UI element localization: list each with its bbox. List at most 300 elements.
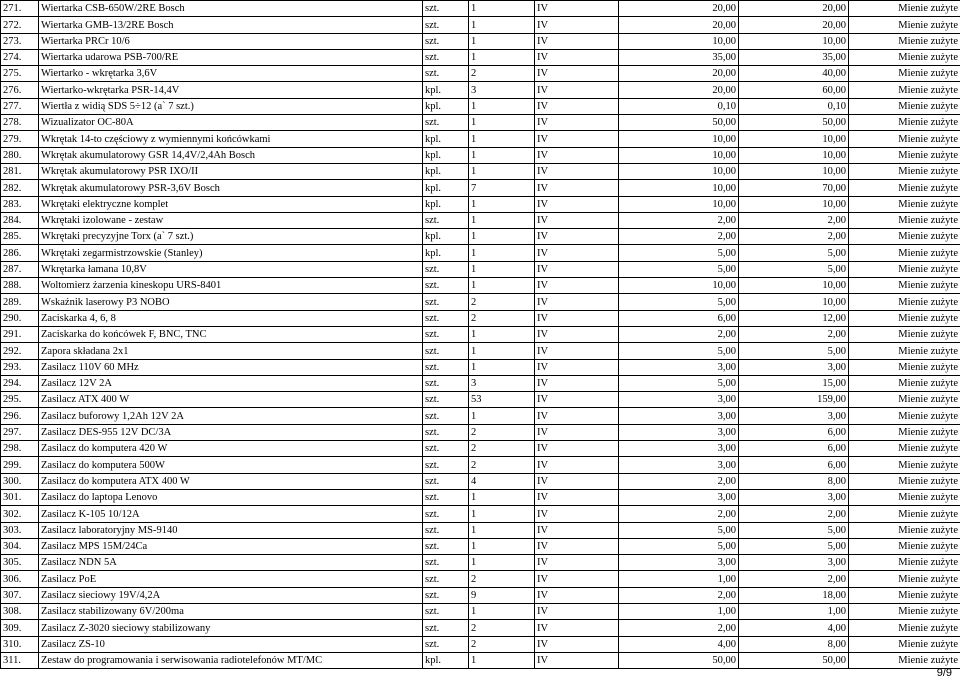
group-cell: IV — [535, 343, 619, 359]
group-cell: IV — [535, 229, 619, 245]
item-name-cell: Zasilacz NDN 5A — [39, 555, 423, 571]
total-value-cell: 50,00 — [739, 115, 849, 131]
row-number-cell: 307. — [1, 587, 39, 603]
quantity-cell: 1 — [469, 538, 535, 554]
row-number-cell: 308. — [1, 603, 39, 619]
item-name-cell: Wiertarka udarowa PSB-700/RE — [39, 49, 423, 65]
group-cell: IV — [535, 33, 619, 49]
table-row — [1, 49, 960, 65]
row-number-cell: 279. — [1, 131, 39, 147]
group-cell: IV — [535, 278, 619, 294]
unit-price-cell: 2,00 — [619, 587, 739, 603]
total-value-cell: 20,00 — [739, 1, 849, 17]
inventory-rows — [1, 1, 960, 669]
group-cell: IV — [535, 245, 619, 261]
unit-cell: kpl. — [423, 245, 469, 261]
unit-price-cell: 20,00 — [619, 1, 739, 17]
item-name-cell: Wkrętak akumulatorowy PSR IXO/II — [39, 163, 423, 179]
total-value-cell: 5,00 — [739, 245, 849, 261]
total-value-cell: 5,00 — [739, 522, 849, 538]
row-number-cell: 287. — [1, 261, 39, 277]
total-value-cell: 10,00 — [739, 163, 849, 179]
row-number-cell: 295. — [1, 392, 39, 408]
item-name-cell: Zasilacz buforowy 1,2Ah 12V 2A — [39, 408, 423, 424]
unit-price-cell: 10,00 — [619, 180, 739, 196]
unit-cell: szt. — [423, 620, 469, 636]
row-number-cell: 284. — [1, 212, 39, 228]
unit-price-cell: 20,00 — [619, 66, 739, 82]
quantity-cell: 1 — [469, 147, 535, 163]
condition-cell: Mienie zużyte — [849, 294, 960, 310]
quantity-cell: 2 — [469, 457, 535, 473]
group-cell: IV — [535, 1, 619, 17]
condition-cell: Mienie zużyte — [849, 343, 960, 359]
item-name-cell: Zasilacz do komputera ATX 400 W — [39, 473, 423, 489]
quantity-cell: 2 — [469, 66, 535, 82]
row-number-cell: 285. — [1, 229, 39, 245]
table-row — [1, 522, 960, 538]
quantity-cell: 1 — [469, 245, 535, 261]
row-number-cell: 300. — [1, 473, 39, 489]
total-value-cell: 10,00 — [739, 196, 849, 212]
total-value-cell: 2,00 — [739, 326, 849, 342]
unit-price-cell: 10,00 — [619, 163, 739, 179]
table-row — [1, 115, 960, 131]
unit-cell: kpl. — [423, 147, 469, 163]
total-value-cell: 5,00 — [739, 538, 849, 554]
total-value-cell: 10,00 — [739, 131, 849, 147]
total-value-cell: 35,00 — [739, 49, 849, 65]
quantity-cell: 2 — [469, 424, 535, 440]
quantity-cell: 2 — [469, 636, 535, 652]
group-cell: IV — [535, 506, 619, 522]
item-name-cell: Wiertarka PRCr 10/6 — [39, 33, 423, 49]
quantity-cell: 1 — [469, 196, 535, 212]
total-value-cell: 3,00 — [739, 359, 849, 375]
unit-cell: szt. — [423, 359, 469, 375]
unit-price-cell: 3,00 — [619, 555, 739, 571]
condition-cell: Mienie zużyte — [849, 359, 960, 375]
table-row — [1, 441, 960, 457]
unit-price-cell: 3,00 — [619, 424, 739, 440]
condition-cell: Mienie zużyte — [849, 212, 960, 228]
quantity-cell: 1 — [469, 326, 535, 342]
group-cell: IV — [535, 441, 619, 457]
condition-cell: Mienie zużyte — [849, 620, 960, 636]
table-row — [1, 473, 960, 489]
group-cell: IV — [535, 17, 619, 33]
unit-cell: szt. — [423, 261, 469, 277]
item-name-cell: Wskaźnik laserowy P3 NOBO — [39, 294, 423, 310]
group-cell: IV — [535, 522, 619, 538]
unit-price-cell: 10,00 — [619, 33, 739, 49]
total-value-cell: 2,00 — [739, 506, 849, 522]
unit-price-cell: 5,00 — [619, 261, 739, 277]
unit-cell: kpl. — [423, 82, 469, 98]
group-cell: IV — [535, 603, 619, 619]
unit-price-cell: 2,00 — [619, 229, 739, 245]
unit-cell: kpl. — [423, 652, 469, 668]
item-name-cell: Wiertła z widią SDS 5÷12 (a` 7 szt.) — [39, 98, 423, 114]
group-cell: IV — [535, 147, 619, 163]
table-row — [1, 245, 960, 261]
total-value-cell: 15,00 — [739, 375, 849, 391]
item-name-cell: Zasilacz DES-955 12V DC/3A — [39, 424, 423, 440]
row-number-cell: 280. — [1, 147, 39, 163]
row-number-cell: 303. — [1, 522, 39, 538]
table-row — [1, 489, 960, 505]
unit-cell: szt. — [423, 538, 469, 554]
row-number-cell: 311. — [1, 652, 39, 668]
total-value-cell: 40,00 — [739, 66, 849, 82]
total-value-cell: 159,00 — [739, 392, 849, 408]
unit-cell: kpl. — [423, 98, 469, 114]
total-value-cell: 0,10 — [739, 98, 849, 114]
group-cell: IV — [535, 424, 619, 440]
group-cell: IV — [535, 636, 619, 652]
condition-cell: Mienie zużyte — [849, 180, 960, 196]
quantity-cell: 1 — [469, 359, 535, 375]
row-number-cell: 271. — [1, 1, 39, 17]
item-name-cell: Zasilacz laboratoryjny MS-9140 — [39, 522, 423, 538]
total-value-cell: 4,00 — [739, 620, 849, 636]
unit-price-cell: 5,00 — [619, 343, 739, 359]
unit-price-cell: 20,00 — [619, 82, 739, 98]
item-name-cell: Zasilacz ATX 400 W — [39, 392, 423, 408]
item-name-cell: Zaciskarka 4, 6, 8 — [39, 310, 423, 326]
item-name-cell: Zasilacz MPS 15M/24Ca — [39, 538, 423, 554]
item-name-cell: Zasilacz sieciowy 19V/4,2A — [39, 587, 423, 603]
total-value-cell: 3,00 — [739, 408, 849, 424]
quantity-cell: 1 — [469, 652, 535, 668]
unit-cell: szt. — [423, 278, 469, 294]
condition-cell: Mienie zużyte — [849, 522, 960, 538]
quantity-cell: 2 — [469, 441, 535, 457]
table-row — [1, 294, 960, 310]
condition-cell: Mienie zużyte — [849, 489, 960, 505]
item-name-cell: Zasilacz Z-3020 sieciowy stabilizowany — [39, 620, 423, 636]
row-number-cell: 309. — [1, 620, 39, 636]
row-number-cell: 290. — [1, 310, 39, 326]
condition-cell: Mienie zużyte — [849, 66, 960, 82]
quantity-cell: 4 — [469, 473, 535, 489]
total-value-cell: 2,00 — [739, 229, 849, 245]
item-name-cell: Wkrętaki izolowane - zestaw — [39, 212, 423, 228]
row-number-cell: 282. — [1, 180, 39, 196]
total-value-cell: 2,00 — [739, 571, 849, 587]
row-number-cell: 292. — [1, 343, 39, 359]
group-cell: IV — [535, 115, 619, 131]
total-value-cell: 6,00 — [739, 457, 849, 473]
row-number-cell: 288. — [1, 278, 39, 294]
unit-price-cell: 3,00 — [619, 359, 739, 375]
item-name-cell: Wkrętaki zegarmistrzowskie (Stanley) — [39, 245, 423, 261]
item-name-cell: Woltomierz żarzenia kineskopu URS-8401 — [39, 278, 423, 294]
group-cell: IV — [535, 261, 619, 277]
unit-cell: szt. — [423, 473, 469, 489]
total-value-cell: 10,00 — [739, 294, 849, 310]
total-value-cell: 6,00 — [739, 424, 849, 440]
group-cell: IV — [535, 408, 619, 424]
table-row — [1, 506, 960, 522]
group-cell: IV — [535, 131, 619, 147]
row-number-cell: 275. — [1, 66, 39, 82]
unit-cell: szt. — [423, 506, 469, 522]
item-name-cell: Wkrętarka łamana 10,8V — [39, 261, 423, 277]
quantity-cell: 1 — [469, 278, 535, 294]
condition-cell: Mienie zużyte — [849, 326, 960, 342]
condition-cell: Mienie zużyte — [849, 636, 960, 652]
unit-price-cell: 3,00 — [619, 457, 739, 473]
total-value-cell: 12,00 — [739, 310, 849, 326]
group-cell: IV — [535, 212, 619, 228]
table-row — [1, 82, 960, 98]
unit-price-cell: 3,00 — [619, 489, 739, 505]
item-name-cell: Zasilacz 12V 2A — [39, 375, 423, 391]
total-value-cell: 5,00 — [739, 343, 849, 359]
table-row — [1, 310, 960, 326]
table-row — [1, 408, 960, 424]
row-number-cell: 296. — [1, 408, 39, 424]
table-row — [1, 33, 960, 49]
unit-price-cell: 10,00 — [619, 278, 739, 294]
row-number-cell: 272. — [1, 17, 39, 33]
group-cell: IV — [535, 294, 619, 310]
item-name-cell: Zasilacz do komputera 420 W — [39, 441, 423, 457]
table-row — [1, 457, 960, 473]
total-value-cell: 10,00 — [739, 33, 849, 49]
condition-cell: Mienie zużyte — [849, 555, 960, 571]
group-cell: IV — [535, 98, 619, 114]
group-cell: IV — [535, 392, 619, 408]
group-cell: IV — [535, 538, 619, 554]
unit-price-cell: 3,00 — [619, 441, 739, 457]
row-number-cell: 305. — [1, 555, 39, 571]
table-row — [1, 66, 960, 82]
unit-cell: szt. — [423, 392, 469, 408]
table-row — [1, 375, 960, 391]
unit-cell: szt. — [423, 343, 469, 359]
group-cell: IV — [535, 652, 619, 668]
row-number-cell: 299. — [1, 457, 39, 473]
item-name-cell: Zasilacz 110V 60 MHz — [39, 359, 423, 375]
table-row — [1, 652, 960, 668]
quantity-cell: 1 — [469, 603, 535, 619]
total-value-cell: 10,00 — [739, 147, 849, 163]
unit-cell: szt. — [423, 115, 469, 131]
quantity-cell: 3 — [469, 375, 535, 391]
unit-cell: szt. — [423, 49, 469, 65]
group-cell: IV — [535, 359, 619, 375]
quantity-cell: 1 — [469, 408, 535, 424]
quantity-cell: 2 — [469, 571, 535, 587]
unit-price-cell: 50,00 — [619, 652, 739, 668]
quantity-cell: 1 — [469, 506, 535, 522]
table-row — [1, 17, 960, 33]
unit-cell: szt. — [423, 424, 469, 440]
item-name-cell: Zasilacz ZS-10 — [39, 636, 423, 652]
unit-price-cell: 5,00 — [619, 245, 739, 261]
table-row — [1, 343, 960, 359]
total-value-cell: 50,00 — [739, 652, 849, 668]
item-name-cell: Wkrętaki elektryczne komplet — [39, 196, 423, 212]
group-cell: IV — [535, 49, 619, 65]
unit-price-cell: 6,00 — [619, 310, 739, 326]
unit-cell: szt. — [423, 636, 469, 652]
item-name-cell: Wkrętaki precyzyjne Torx (a` 7 szt.) — [39, 229, 423, 245]
table-row — [1, 603, 960, 619]
unit-cell: szt. — [423, 310, 469, 326]
item-name-cell: Wkrętak akumulatorowy PSR-3,6V Bosch — [39, 180, 423, 196]
condition-cell: Mienie zużyte — [849, 1, 960, 17]
unit-price-cell: 3,00 — [619, 392, 739, 408]
condition-cell: Mienie zużyte — [849, 310, 960, 326]
unit-price-cell: 2,00 — [619, 473, 739, 489]
group-cell: IV — [535, 620, 619, 636]
table-row — [1, 261, 960, 277]
unit-cell: szt. — [423, 212, 469, 228]
group-cell: IV — [535, 66, 619, 82]
unit-cell: kpl. — [423, 196, 469, 212]
row-number-cell: 277. — [1, 98, 39, 114]
condition-cell: Mienie zużyte — [849, 441, 960, 457]
item-name-cell: Wiertarko - wkrętarka 3,6V — [39, 66, 423, 82]
quantity-cell: 1 — [469, 1, 535, 17]
condition-cell: Mienie zużyte — [849, 261, 960, 277]
table-row — [1, 326, 960, 342]
group-cell: IV — [535, 555, 619, 571]
unit-cell: szt. — [423, 587, 469, 603]
table-row — [1, 571, 960, 587]
group-cell: IV — [535, 163, 619, 179]
table-row — [1, 587, 960, 603]
quantity-cell: 1 — [469, 115, 535, 131]
row-number-cell: 293. — [1, 359, 39, 375]
group-cell: IV — [535, 326, 619, 342]
item-name-cell: Zasilacz K-105 10/12A — [39, 506, 423, 522]
condition-cell: Mienie zużyte — [849, 131, 960, 147]
quantity-cell: 2 — [469, 620, 535, 636]
row-number-cell: 304. — [1, 538, 39, 554]
unit-cell: szt. — [423, 17, 469, 33]
group-cell: IV — [535, 310, 619, 326]
row-number-cell: 278. — [1, 115, 39, 131]
table-row — [1, 620, 960, 636]
quantity-cell: 1 — [469, 49, 535, 65]
unit-price-cell: 35,00 — [619, 49, 739, 65]
quantity-cell: 7 — [469, 180, 535, 196]
table-row — [1, 212, 960, 228]
unit-price-cell: 20,00 — [619, 17, 739, 33]
total-value-cell: 3,00 — [739, 489, 849, 505]
total-value-cell: 70,00 — [739, 180, 849, 196]
item-name-cell: Wiertarko-wkrętarka PSR-14,4V — [39, 82, 423, 98]
condition-cell: Mienie zużyte — [849, 571, 960, 587]
condition-cell: Mienie zużyte — [849, 473, 960, 489]
total-value-cell: 60,00 — [739, 82, 849, 98]
table-row — [1, 359, 960, 375]
table-row — [1, 555, 960, 571]
quantity-cell: 1 — [469, 489, 535, 505]
unit-cell: szt. — [423, 457, 469, 473]
item-name-cell: Zaciskarka do końcówek F, BNC, TNC — [39, 326, 423, 342]
table-row — [1, 147, 960, 163]
table-row — [1, 392, 960, 408]
item-name-cell: Wkrętak akumulatorowy GSR 14,4V/2,4Ah Bosch — [39, 147, 423, 163]
condition-cell: Mienie zużyte — [849, 408, 960, 424]
total-value-cell: 6,00 — [739, 441, 849, 457]
group-cell: IV — [535, 180, 619, 196]
item-name-cell: Wizualizator OC-80A — [39, 115, 423, 131]
quantity-cell: 1 — [469, 33, 535, 49]
condition-cell: Mienie zużyte — [849, 115, 960, 131]
table-row — [1, 131, 960, 147]
row-number-cell: 276. — [1, 82, 39, 98]
unit-price-cell: 10,00 — [619, 196, 739, 212]
item-name-cell: Zasilacz do komputera 500W — [39, 457, 423, 473]
condition-cell: Mienie zużyte — [849, 98, 960, 114]
group-cell: IV — [535, 489, 619, 505]
unit-cell: szt. — [423, 441, 469, 457]
condition-cell: Mienie zużyte — [849, 245, 960, 261]
row-number-cell: 283. — [1, 196, 39, 212]
unit-cell: kpl. — [423, 229, 469, 245]
quantity-cell: 53 — [469, 392, 535, 408]
row-number-cell: 302. — [1, 506, 39, 522]
unit-price-cell: 2,00 — [619, 620, 739, 636]
unit-cell: szt. — [423, 522, 469, 538]
total-value-cell: 10,00 — [739, 278, 849, 294]
row-number-cell: 310. — [1, 636, 39, 652]
unit-cell: szt. — [423, 1, 469, 17]
unit-price-cell: 1,00 — [619, 571, 739, 587]
row-number-cell: 294. — [1, 375, 39, 391]
condition-cell: Mienie zużyte — [849, 538, 960, 554]
total-value-cell: 1,00 — [739, 603, 849, 619]
item-name-cell: Wiertarka GMB-13/2RE Bosch — [39, 17, 423, 33]
row-number-cell: 301. — [1, 489, 39, 505]
row-number-cell: 298. — [1, 441, 39, 457]
table-row — [1, 98, 960, 114]
unit-cell: szt. — [423, 489, 469, 505]
row-number-cell: 281. — [1, 163, 39, 179]
condition-cell: Mienie zużyte — [849, 196, 960, 212]
unit-cell: szt. — [423, 408, 469, 424]
row-number-cell: 286. — [1, 245, 39, 261]
table-row — [1, 424, 960, 440]
item-name-cell: Zasilacz PoE — [39, 571, 423, 587]
quantity-cell: 9 — [469, 587, 535, 603]
quantity-cell: 1 — [469, 17, 535, 33]
unit-cell: kpl. — [423, 180, 469, 196]
quantity-cell: 3 — [469, 82, 535, 98]
unit-cell: szt. — [423, 375, 469, 391]
table-row — [1, 1, 960, 17]
total-value-cell: 8,00 — [739, 473, 849, 489]
group-cell: IV — [535, 375, 619, 391]
quantity-cell: 1 — [469, 555, 535, 571]
item-name-cell: Zasilacz do laptopa Lenovo — [39, 489, 423, 505]
table-row — [1, 163, 960, 179]
unit-price-cell: 2,00 — [619, 506, 739, 522]
row-number-cell: 274. — [1, 49, 39, 65]
condition-cell: Mienie zużyte — [849, 652, 960, 668]
total-value-cell: 20,00 — [739, 17, 849, 33]
total-value-cell: 8,00 — [739, 636, 849, 652]
total-value-cell: 2,00 — [739, 212, 849, 228]
total-value-cell: 5,00 — [739, 261, 849, 277]
group-cell: IV — [535, 82, 619, 98]
